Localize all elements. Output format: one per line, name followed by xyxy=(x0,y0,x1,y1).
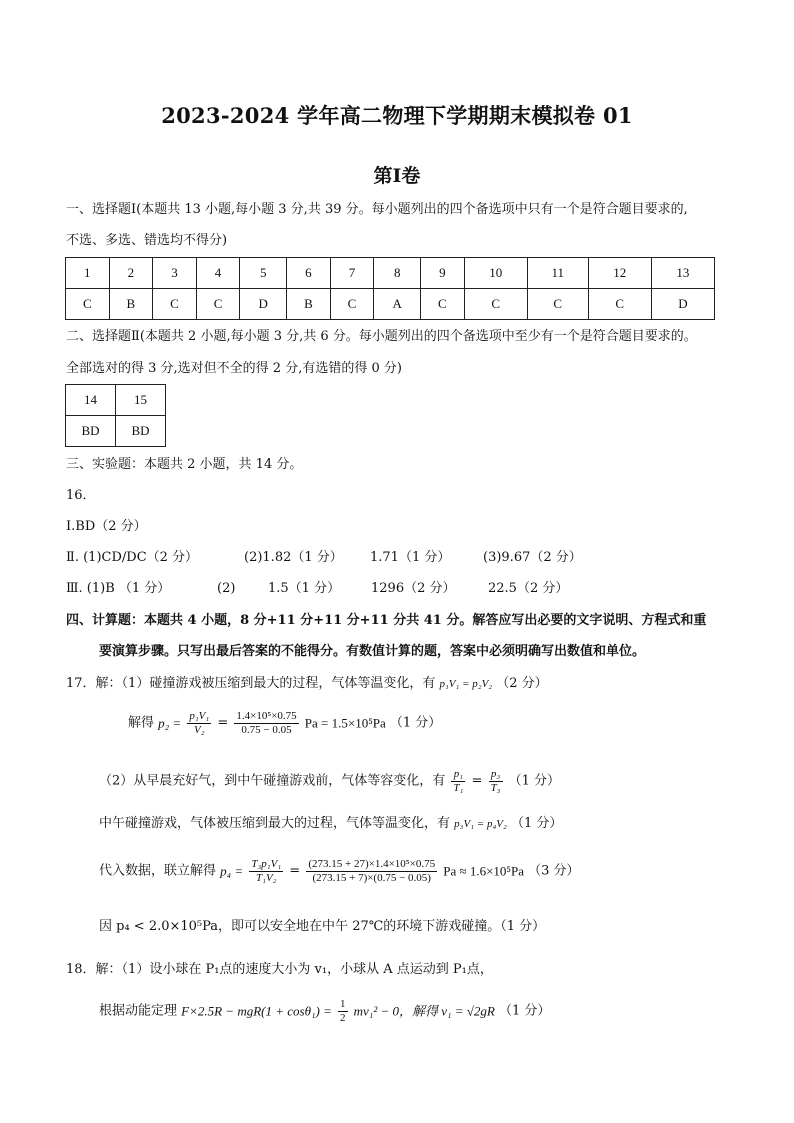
table-row-numbers xyxy=(66,385,166,416)
fraction-numerator: p₃ xyxy=(489,768,503,782)
fraction-denominator: V₂ xyxy=(194,724,205,736)
table-cell: 2 xyxy=(109,258,153,289)
q17-line3-fraction1 xyxy=(451,768,465,795)
table-cell: D xyxy=(240,289,287,320)
table-cell: 1 xyxy=(66,258,110,289)
fraction-numerator: 1 xyxy=(340,998,346,1010)
q17-line5-result: Pa ≈ 1.6×10⁵Pa xyxy=(443,863,524,879)
fraction-denominator: T₃ xyxy=(490,782,501,794)
table-cell: C xyxy=(421,289,465,320)
table-cell: C xyxy=(464,289,527,320)
section2-instructions-line2: 全部选对的得 3 分,选对但不全的得 2 分,有选错的得 0 分) xyxy=(66,361,402,376)
q18-line1: 18．解：（1）设小球在 P₁点的速度大小为 v₁，小球从 A 点运动到 P₁点， xyxy=(66,962,493,977)
q18-line2-score: （1 分） xyxy=(499,1003,551,1019)
table-cell: 13 xyxy=(651,258,714,289)
q17-line2-score: （1 分） xyxy=(389,715,442,731)
table-row-numbers xyxy=(66,258,715,289)
q17-line2-fraction2 xyxy=(234,710,298,737)
table-cell: B xyxy=(109,289,153,320)
table-row-answers xyxy=(66,416,166,447)
q17-line2 xyxy=(128,710,441,737)
q18-line2-fraction xyxy=(338,998,348,1025)
table-cell: A xyxy=(374,289,421,320)
q16-part-iii-3: 1.5（1 分） xyxy=(268,581,341,596)
q16-part-iii-2: (2) xyxy=(217,581,236,596)
equals-sign: = xyxy=(471,773,483,789)
table-cell: D xyxy=(651,289,714,320)
q17-line4-equation: p₃V₁ = p₄V₂ xyxy=(454,818,507,830)
q17-line5-fraction1 xyxy=(249,858,283,885)
q17-line5-lhs: p₄ = xyxy=(220,863,244,879)
fraction-denominator: 0.75 − 0.05 xyxy=(241,724,292,736)
q18-line2-text: 根据动能定理 xyxy=(99,1003,178,1019)
section2-instructions-line1: 二、选择题Ⅱ(本题共 2 小题,每小题 3 分,共 6 分。每小题列出的四个备选项中至少有一个是符合题目要求的。 xyxy=(66,329,697,344)
table-cell: 4 xyxy=(196,258,240,289)
q16-part-ii-2: (2)1.82（1 分） xyxy=(244,550,343,565)
table-cell: 14 xyxy=(66,385,116,416)
q16-part-ii-1: Ⅱ. (1)CD/DC（2 分） xyxy=(66,550,199,565)
table-cell: C xyxy=(588,289,651,320)
q17-line4-score: （1 分） xyxy=(510,816,563,831)
fraction-numerator: (273.15 + 27)×1.4×10⁵×0.75 xyxy=(308,858,436,870)
table-cell: BD xyxy=(116,416,166,447)
page-title: 2023-2024 学年高二物理下学期期末模拟卷 01 xyxy=(161,103,633,128)
q17-line3-score: （1 分） xyxy=(508,773,561,789)
table-cell: C xyxy=(196,289,240,320)
q17-line4-text: 中午碰撞游戏，气体被压缩到最大的过程，气体等温变化，有 xyxy=(99,816,451,831)
q16-part-iii-5: 22.5（2 分） xyxy=(488,581,569,596)
section4-instructions-line2: 要演算步骤。只写出最后答案的不能得分。有数值计算的题，答案中必须明确写出数值和单位。 xyxy=(99,644,646,659)
section2-answer-table xyxy=(65,384,166,447)
q18-line2-equation: F×2.5R − mgR(1 + cosθ₁) = xyxy=(181,1003,332,1019)
q16-part-i: Ⅰ.BD（2 分） xyxy=(66,519,147,534)
q17-line4 xyxy=(99,816,562,832)
equals-sign: = xyxy=(217,715,229,731)
table-cell: 12 xyxy=(588,258,651,289)
fraction-numerator: p₁V₁ xyxy=(189,710,210,722)
fraction-numerator: 1.4×10⁵×0.75 xyxy=(236,710,297,722)
q17-line5-text: 代入数据，联立解得 xyxy=(99,863,217,879)
q17-line1 xyxy=(66,676,548,692)
fraction-denominator: T₁V₂ xyxy=(256,872,277,884)
table-cell: 5 xyxy=(240,258,287,289)
table-cell: 7 xyxy=(330,258,374,289)
q16-part-ii-4: (3)9.67（2 分） xyxy=(483,550,582,565)
q17-line1-equation: p₁V₁ = p₂V₂ xyxy=(439,678,493,690)
q17-line2-text: 解得 xyxy=(128,715,155,731)
section1-instructions-line2: 不选、多选、错选均不得分) xyxy=(66,233,228,248)
table-cell: 10 xyxy=(464,258,527,289)
q17-line3-fraction2 xyxy=(489,768,503,795)
q18-line2-equation2: mv₁² − 0，解得 v₁ = √2gR xyxy=(353,1003,495,1019)
table-cell: B xyxy=(287,289,331,320)
section1-answer-table xyxy=(65,257,715,320)
q17-line3-text: （2）从早晨充好气，到中午碰撞游戏前，气体等容变化，有 xyxy=(99,773,446,789)
fraction-numerator: T₃p₁V₁ xyxy=(251,858,282,870)
q16-part-iii-1: Ⅲ. (1)B （1 分） xyxy=(66,581,171,596)
fraction-numerator: p₁ xyxy=(451,768,465,782)
q17-line6: 因 p₄ < 2.0×10⁵Pa，即可以安全地在中午 27℃的环境下游戏碰撞。（1 分） xyxy=(99,919,546,934)
table-cell: 6 xyxy=(287,258,331,289)
table-cell: 3 xyxy=(153,258,197,289)
q18-line2 xyxy=(99,998,550,1025)
q17-line5-score: （3 分） xyxy=(528,863,580,879)
table-cell: BD xyxy=(66,416,116,447)
table-cell: 15 xyxy=(116,385,166,416)
q16-part-ii-3: 1.71（1 分） xyxy=(370,550,451,565)
section4-instructions-line1: 四、计算题：本题共 4 小题，8 分+11 分+11 分+11 分共 41 分。解答应写出必要的文字说明、方程式和重 xyxy=(66,613,707,628)
q17-line3 xyxy=(99,768,560,795)
table-cell: C xyxy=(153,289,197,320)
q17-line2-fraction1 xyxy=(187,710,211,737)
table-cell: 9 xyxy=(421,258,465,289)
q17-line1-score: （2 分） xyxy=(496,676,548,691)
fraction-denominator: (273.15 + 7)×(0.75 − 0.05) xyxy=(312,872,431,884)
table-cell: 8 xyxy=(374,258,421,289)
table-cell: 11 xyxy=(527,258,588,289)
fraction-denominator: T₁ xyxy=(453,782,464,794)
q17-line1-text: 17．解：（1）碰撞游戏被压缩到最大的过程，气体等温变化，有 xyxy=(66,676,436,691)
table-cell: C xyxy=(66,289,110,320)
table-row-answers xyxy=(66,289,715,320)
q17-line2-lhs: p₂ = xyxy=(158,715,182,731)
table-cell: C xyxy=(330,289,374,320)
q17-line5 xyxy=(99,858,580,885)
question-16-label: 16． xyxy=(66,488,96,503)
table-cell: C xyxy=(527,289,588,320)
volume-heading: 第Ⅰ卷 xyxy=(373,165,421,187)
q16-part-iii-4: 1296（2 分） xyxy=(371,581,456,596)
section1-instructions-line1: 一、选择题Ⅰ(本题共 13 小题,每小题 3 分,共 39 分。每小题列出的四个备选项中只有一个是符合题目要求的, xyxy=(66,202,688,217)
equals-sign: = xyxy=(289,863,301,879)
fraction-denominator: 2 xyxy=(340,1012,346,1024)
q17-line2-result: Pa = 1.5×10⁵Pa xyxy=(304,715,386,731)
section3-heading: 三、实验题：本题共 2 小题，共 14 分。 xyxy=(66,457,303,472)
q17-line5-fraction2 xyxy=(306,858,437,885)
